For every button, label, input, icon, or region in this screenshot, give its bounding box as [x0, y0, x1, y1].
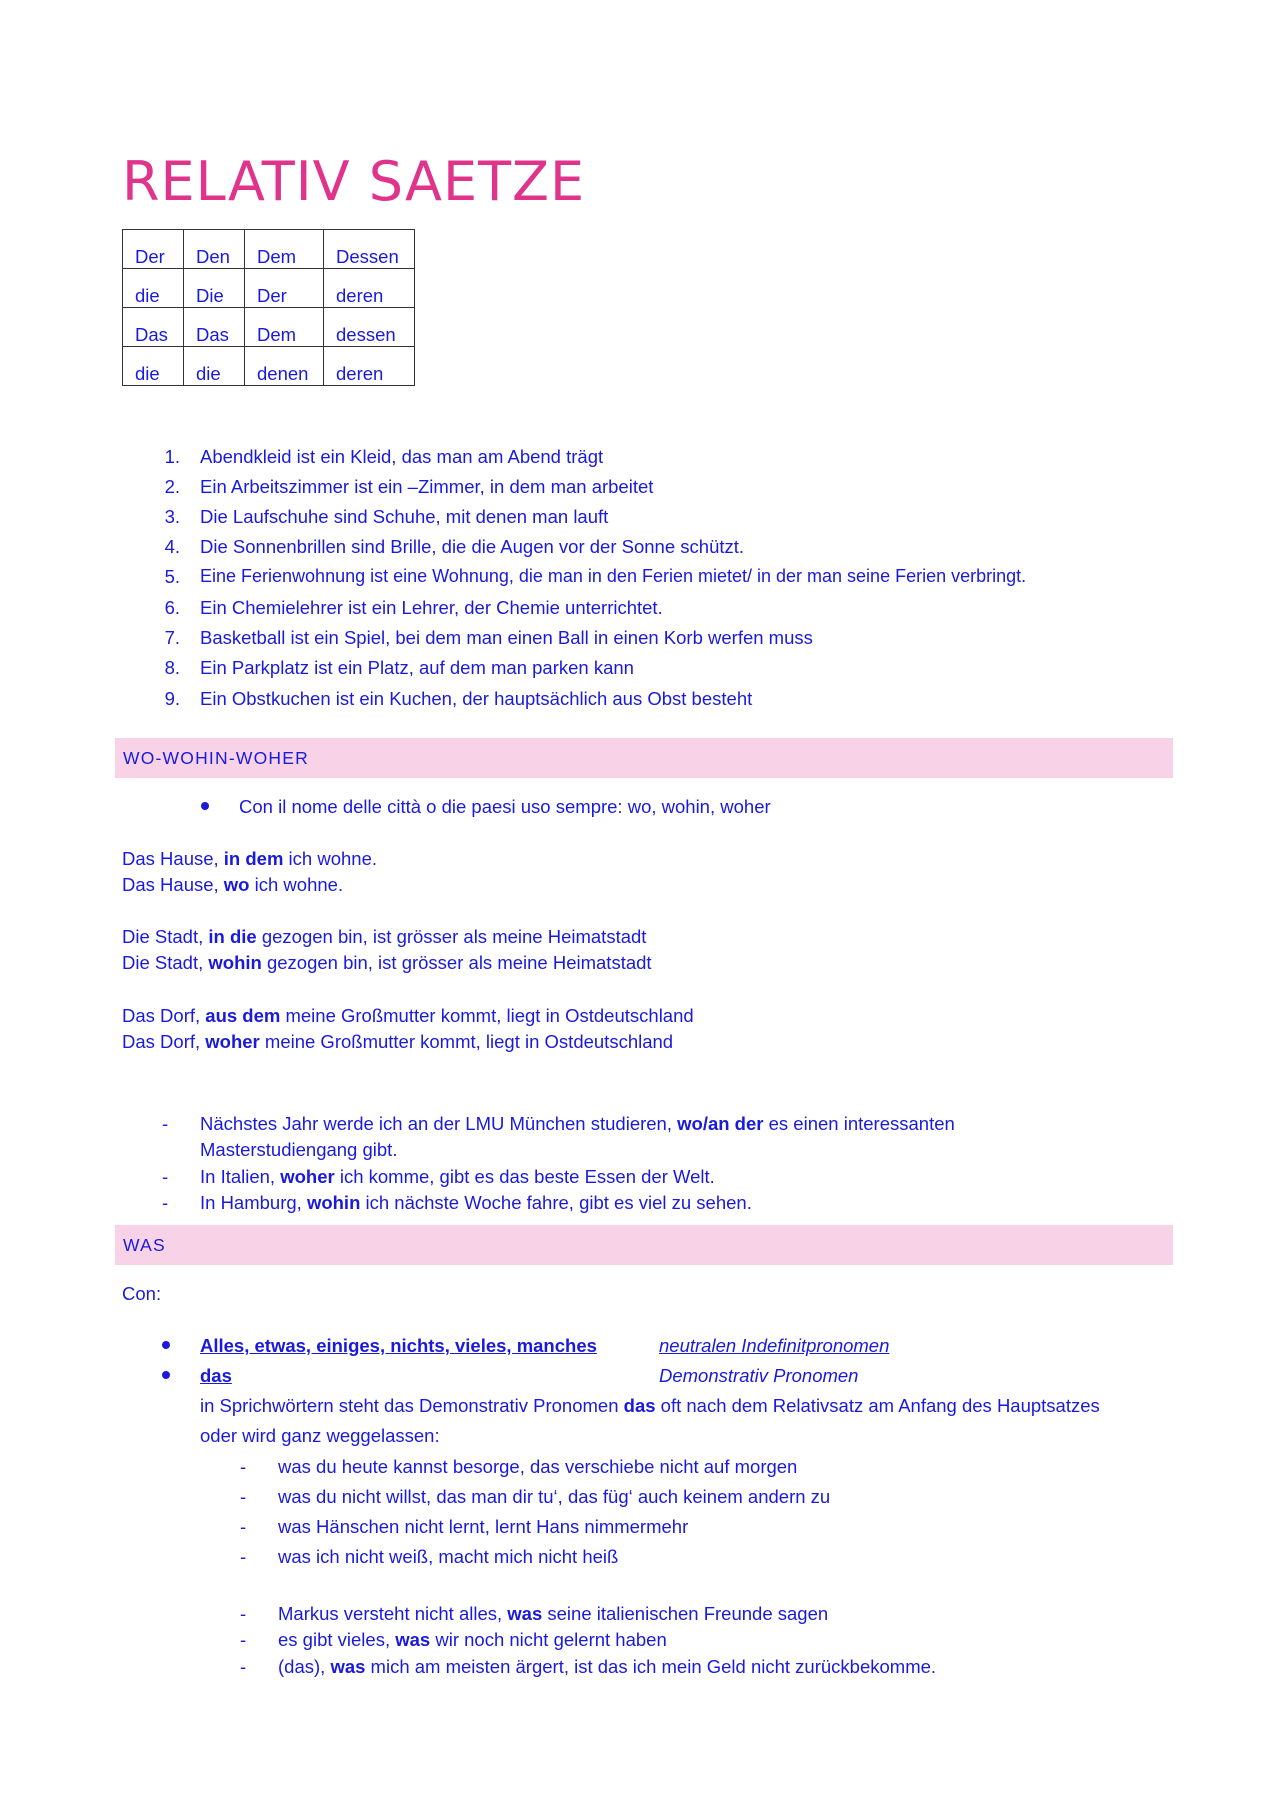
list-text: Eine Ferienwohnung ist eine Wohnung, die man in den Ferien mietet/ in der man seine Ferien verbringt. — [200, 566, 1027, 586]
relative-word: woher — [280, 1166, 335, 1187]
proverb: was du heute kannst besorge, das verschiebe nicht auf morgen — [278, 1456, 798, 1477]
list-text: Ein Parkplatz ist ein Platz, auf dem man parken kann — [200, 657, 634, 678]
example-sentence — [122, 926, 646, 948]
sentence-part: es gibt vieles, — [278, 1629, 396, 1650]
pronoun-category — [659, 1335, 889, 1357]
sentence-part: seine italienischen Freunde sagen — [542, 1603, 829, 1624]
list-text: Ein Chemielehrer ist ein Lehrer, der Chemie unterrichtet. — [200, 597, 663, 618]
proverb: was du nicht willst, das man dir tu‘, das füg‘ auch keinem andern zu — [278, 1486, 831, 1507]
table-cell: Das — [123, 308, 184, 347]
relative-word: wo — [223, 874, 250, 895]
indefinite-pronouns-list: Alles, etwas, einiges, nichts, vieles, manches — [200, 1335, 597, 1356]
list-item — [0, 536, 1280, 560]
relative-word: in dem — [223, 848, 284, 869]
table-row — [123, 269, 415, 308]
dash-marker: - — [240, 1516, 247, 1537]
table-row — [123, 347, 415, 386]
list-item — [0, 446, 1280, 470]
bullet-icon — [162, 1341, 170, 1349]
sentence-part: gezogen bin, ist grösser als meine Heimatstadt — [256, 926, 647, 947]
sentence-part: Das Dorf, — [122, 1005, 206, 1026]
table-cell: die — [184, 347, 245, 386]
table-cell: denen — [245, 347, 324, 386]
list-text: Die Sonnenbrillen sind Brille, die die Augen vor der Sonne schützt. — [200, 536, 745, 557]
relative-word: woher — [205, 1031, 260, 1052]
sentence-part: ich komme, gibt es das beste Essen der Welt. — [334, 1166, 715, 1187]
sentence-part: mich am meisten ärgert, ist das ich mein Geld nicht zurückbekomme. — [365, 1656, 937, 1677]
explanation-text — [200, 1395, 1100, 1417]
list-text: Die Laufschuhe sind Schuhe, mit denen man lauft — [200, 506, 609, 527]
list-number: 2. — [164, 476, 180, 497]
table-cell: dessen — [324, 308, 415, 347]
sentence-part: In Italien, — [200, 1166, 281, 1187]
example-sentence — [122, 874, 343, 896]
sentence-part: Die Stadt, — [122, 952, 209, 973]
list-item — [0, 476, 1280, 500]
sentence-part: gezogen bin, ist grösser als meine Heimatstadt — [261, 952, 652, 973]
example-sentence — [122, 1005, 694, 1027]
list-number: 5. — [164, 566, 180, 587]
dash-marker: - — [162, 1113, 169, 1134]
example-sentence — [122, 952, 652, 974]
sentence-part: meine Großmutter kommt, liegt in Ostdeutschland — [259, 1031, 674, 1052]
dash-marker: - — [240, 1629, 247, 1650]
sentence-part: Die Stadt, — [122, 926, 209, 947]
sentence-part: Das Dorf, — [122, 1031, 206, 1052]
sentence-part: ich wohne. — [283, 848, 378, 869]
table-cell: Den — [184, 230, 245, 269]
con-label: Con: — [122, 1283, 162, 1304]
dash-marker: - — [162, 1166, 169, 1187]
explanation-text-continuation: oder wird ganz weggelassen: — [200, 1425, 440, 1446]
dash-marker: - — [240, 1546, 247, 1567]
dash-marker: - — [240, 1456, 247, 1477]
section-heading-label: WO-WOHIN-WOHER — [123, 748, 309, 768]
sentence-part: ich wohne. — [249, 874, 344, 895]
dash-marker: - — [240, 1486, 247, 1507]
sentence-part: oft nach dem Relativsatz am Anfang des Hauptsatzes — [655, 1395, 1100, 1416]
list-text: Basketball ist ein Spiel, bei dem man einen Ball in einen Korb werfen muss — [200, 627, 813, 648]
table-cell: die — [123, 347, 184, 386]
category-text: neutralen Indefinitpronomen — [659, 1335, 890, 1356]
sentence-part: wir noch nicht gelernt haben — [430, 1629, 667, 1650]
relative-word: wo/an der — [677, 1113, 764, 1134]
example-sentence — [122, 1031, 673, 1053]
dash-marker: - — [240, 1603, 247, 1624]
relative-word: was — [330, 1656, 366, 1677]
relative-word: aus dem — [205, 1005, 281, 1026]
bullet-icon — [201, 802, 209, 810]
list-number: 3. — [164, 506, 180, 527]
example-sentence — [278, 1603, 828, 1625]
table-cell: Die — [184, 269, 245, 308]
list-number: 6. — [164, 597, 180, 618]
relative-pronoun-table — [122, 229, 415, 386]
list-item — [0, 506, 1280, 530]
table-row — [123, 230, 415, 269]
dash-item — [200, 1192, 752, 1214]
relative-word: das — [623, 1395, 656, 1416]
example-sentence — [278, 1656, 936, 1678]
list-item — [0, 597, 1280, 621]
demonstrative-word: das — [200, 1365, 232, 1386]
dash-marker: - — [162, 1192, 169, 1213]
dash-item — [200, 1113, 955, 1135]
list-text: Ein Arbeitszimmer ist ein –Zimmer, in dem man arbeitet — [200, 476, 654, 497]
list-item — [0, 657, 1280, 681]
sentence-part: meine Großmutter kommt, liegt in Ostdeutschland — [280, 1005, 694, 1026]
pronoun-category: Demonstrativ Pronomen — [659, 1365, 859, 1386]
table-cell: Dem — [245, 230, 324, 269]
dash-item-continuation: Masterstudiengang gibt. — [200, 1139, 398, 1160]
table-cell: Der — [123, 230, 184, 269]
section-heading-label: WAS — [123, 1235, 166, 1255]
sentence-part: Das Hause, — [122, 874, 224, 895]
table-cell: Dem — [245, 308, 324, 347]
table-cell: deren — [324, 269, 415, 308]
relative-word: wohin — [208, 952, 262, 973]
sentence-part: Nächstes Jahr werde ich an der LMU München studieren, — [200, 1113, 678, 1134]
table-cell: Der — [245, 269, 324, 308]
list-item — [0, 688, 1280, 712]
relative-word: wohin — [306, 1192, 361, 1213]
relative-word: was — [395, 1629, 431, 1650]
list-item — [0, 566, 1280, 590]
dash-marker: - — [240, 1656, 247, 1677]
proverb: was Hänschen nicht lernt, lernt Hans nimmermehr — [278, 1516, 689, 1537]
list-number: 9. — [164, 688, 180, 709]
relative-word: in die — [208, 926, 257, 947]
proverb: was ich nicht weiß, macht mich nicht heiß — [278, 1546, 619, 1567]
sentence-part: In Hamburg, — [200, 1192, 307, 1213]
list-number: 1. — [164, 446, 180, 467]
sentence-part: Das Hause, — [122, 848, 224, 869]
bullet-icon — [162, 1371, 170, 1379]
list-item — [0, 627, 1280, 651]
table-cell: die — [123, 269, 184, 308]
list-text: Abendkleid ist ein Kleid, das man am Abend trägt — [200, 446, 604, 467]
list-number: 4. — [164, 536, 180, 557]
example-sentence — [278, 1629, 667, 1651]
list-number: 7. — [164, 627, 180, 648]
relative-word: was — [507, 1603, 543, 1624]
table-cell: deren — [324, 347, 415, 386]
sentence-part: in Sprichwörtern steht das Demonstrativ Pronomen — [200, 1395, 624, 1416]
section-heading-wo-wohin-woher — [115, 738, 1173, 778]
list-number: 8. — [164, 657, 180, 678]
sentence-part: Markus versteht nicht alles, — [278, 1603, 508, 1624]
list-text: Ein Obstkuchen ist ein Kuchen, der hauptsächlich aus Obst besteht — [200, 688, 753, 709]
table-cell: Das — [184, 308, 245, 347]
table-row — [123, 308, 415, 347]
sentence-part: (das), — [278, 1656, 331, 1677]
document-title: RELATIV SAETZE — [122, 150, 586, 213]
sentence-part: ich nächste Woche fahre, gibt es viel zu sehen. — [360, 1192, 752, 1213]
dash-item — [200, 1166, 715, 1188]
example-sentence — [122, 848, 377, 870]
section-heading-was — [115, 1225, 1173, 1265]
table-cell: Dessen — [324, 230, 415, 269]
sentence-part: es einen interessanten — [763, 1113, 955, 1134]
bullet-text: Con il nome delle città o die paesi uso sempre: wo, wohin, woher — [239, 796, 771, 817]
